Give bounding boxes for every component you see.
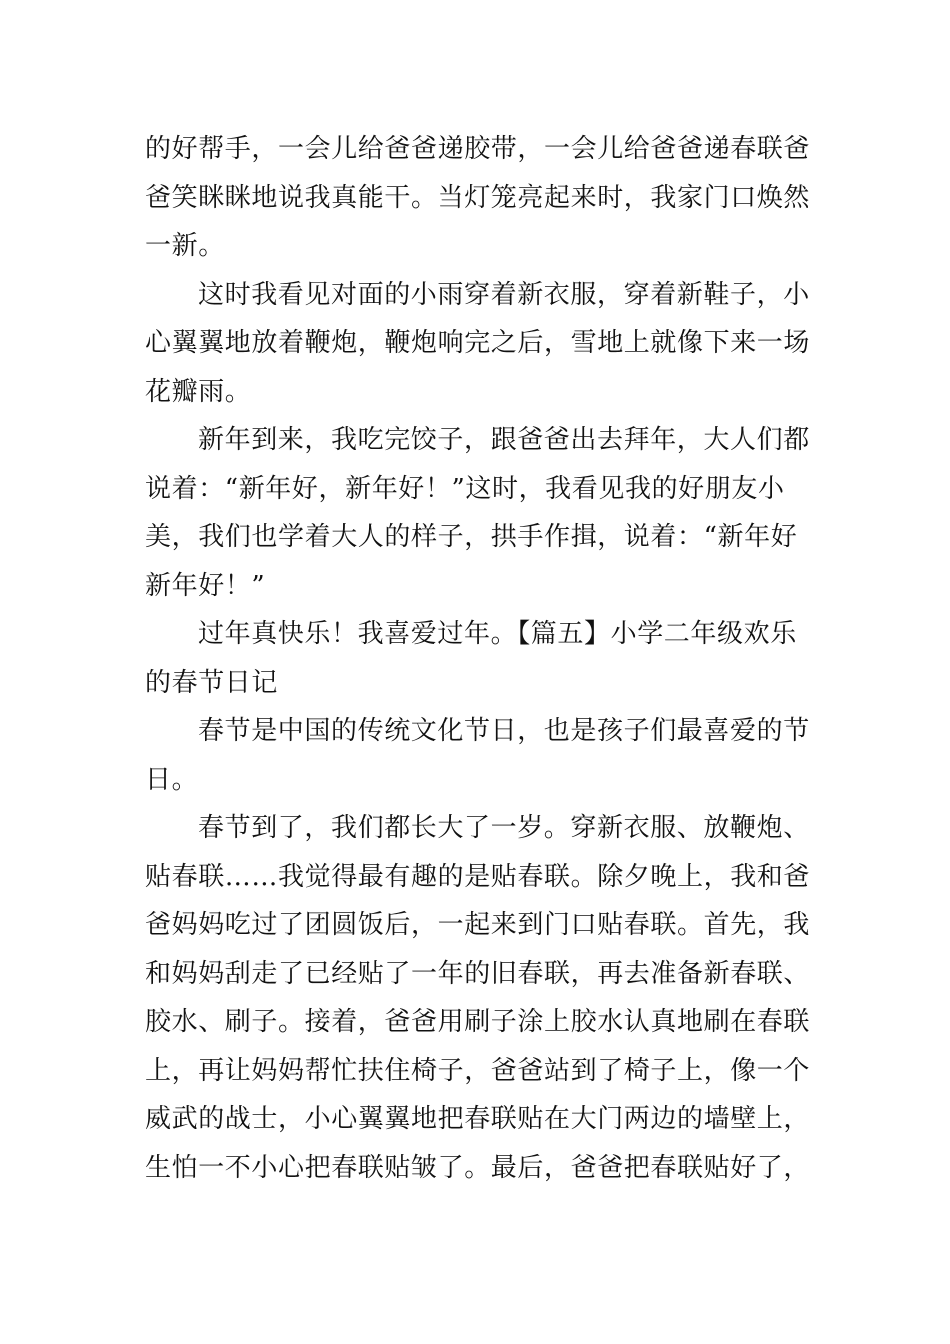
text-line: 胶水、刷子。接着，爸爸用刷子涂上胶水认真地刷在春联 <box>145 1007 811 1037</box>
text-line: 这时我看见对面的小雨穿着新衣服，穿着新鞋子，小 <box>198 279 810 310</box>
text-line: 的春节日记 <box>145 667 279 698</box>
text-line: 上，再让妈妈帮忙扶住椅子，爸爸站到了椅子上，像一个 <box>145 1055 811 1086</box>
text-line: 爸妈妈吃过了团圆饭后，一起来到门口贴春联。首先，我 <box>145 910 811 940</box>
text-line: 和妈妈刮走了已经贴了一年的旧春联，再去准备新春联、 <box>145 958 811 989</box>
text-line: 贴春联……我觉得最有趣的是贴春联。除夕晚上，我和爸 <box>145 861 811 892</box>
text-line: 爸笑眯眯地说我真能干。当灯笼亮起来时，我家门口焕然 <box>145 182 811 213</box>
text-line: 春节到了，我们都长大了一岁。穿新衣服、放鞭炮、 <box>198 813 810 843</box>
text-line: 新年到来，我吃完饺子，跟爸爸出去拜年，大人们都 <box>198 425 810 455</box>
text-line: 生怕一不小心把春联贴皱了。最后，爸爸把春联贴好了， <box>145 1152 811 1183</box>
text-line: 过年真快乐！我喜爱过年。【篇五】小学二年级欢乐 <box>198 619 797 649</box>
body-text <box>145 125 810 1192</box>
text-line: 一新。 <box>145 231 225 261</box>
text-line: 威武的战士，小心翼翼地把春联贴在大门两边的墙壁上， <box>145 1104 811 1134</box>
text-line: 心翼翼地放着鞭炮，鞭炮响完之后，雪地上就像下来一场 <box>145 328 811 358</box>
text-line: 春节是中国的传统文化节日，也是孩子们最喜爱的节 <box>198 716 810 746</box>
text-line: 美，我们也学着大人的样子，拱手作揖，说着：“新年好 <box>145 522 798 552</box>
text-line: 日。 <box>145 764 199 795</box>
text-line: 新年好！” <box>145 570 266 601</box>
text-line: 花瓣雨。 <box>145 376 252 407</box>
text-line: 说着：“新年好，新年好！”这时，我看见我的好朋友小 <box>145 473 785 504</box>
text-line: 的好帮手，一会儿给爸爸递胶带，一会儿给爸爸递春联爸 <box>145 134 811 164</box>
